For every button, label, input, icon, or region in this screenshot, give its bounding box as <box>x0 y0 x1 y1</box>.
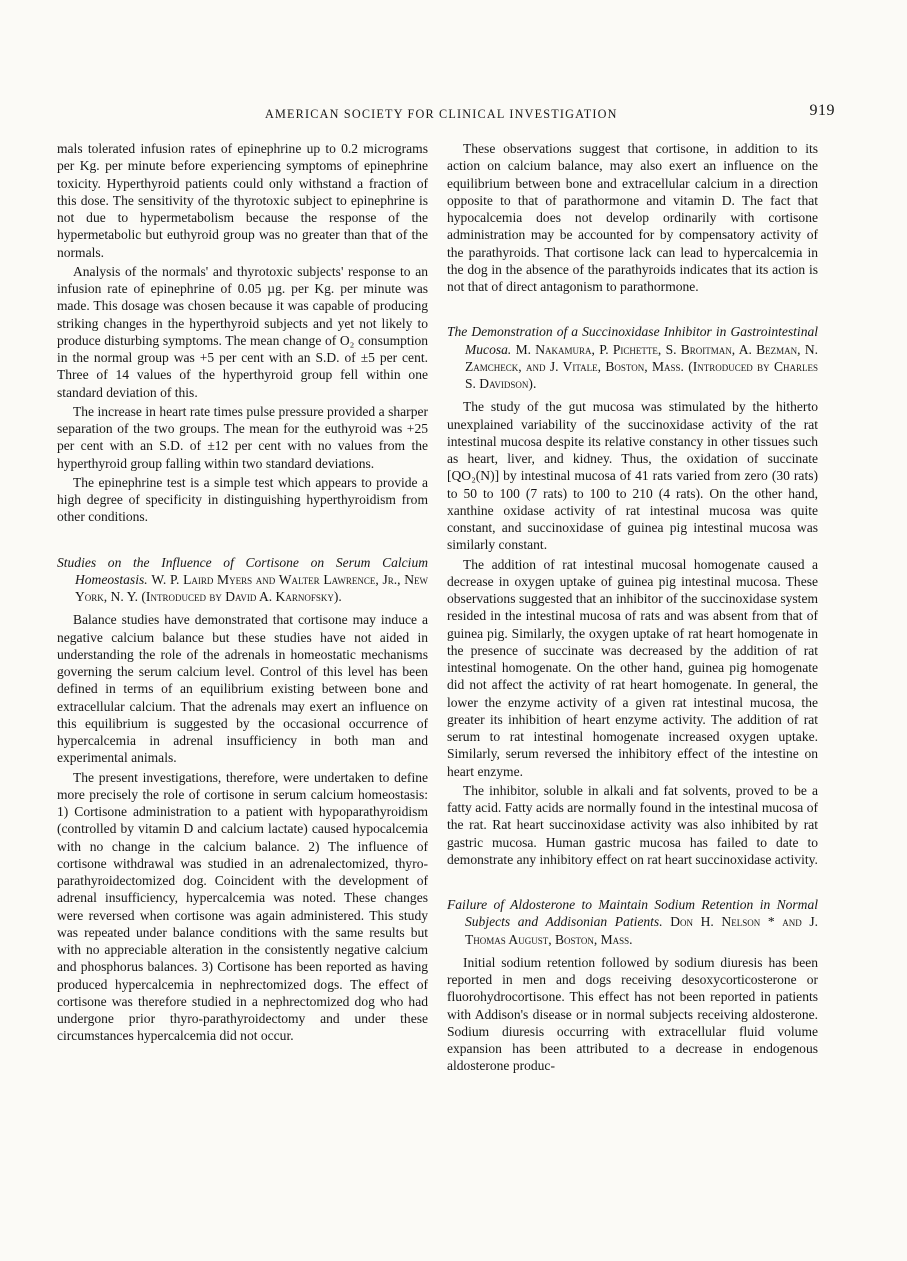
paragraph: Balance studies have demonstrated that cortisone may induce a negative calcium balance but these studies have not aided in understanding the role of the adrenals in homeostatic mechanisms governing the serum calcium level. Control of this level has been defined in terms of an equilibrium existing between bone and extracellular calcium. That the adrenals may exert an influence on this equilibrium is suggested by the occasional occurrence of hypercalcemia in adrenal insufficiency in both man and experimental animals. <box>57 612 428 766</box>
abstract-authors: W. P. Laird Myers and Walter Lawrence, Jr., New York, N. Y. (Introduced by David A. Karnofsky). <box>75 571 428 604</box>
abstract-heading <box>447 323 818 392</box>
running-title: AMERICAN SOCIETY FOR CLINICAL INVESTIGATION <box>265 107 618 121</box>
paragraph: The epinephrine test is a simple test which appears to provide a high degree of specificity in distinguishing hyperthyroidism from other conditions. <box>57 474 428 525</box>
paragraph: The inhibitor, soluble in alkali and fat solvents, proved to be a fatty acid. Fatty acids are normally found in the intestinal mucosa of the rat. Rat heart succinoxidase activity was also inhibited by rat gastric mucosa. Human gastric mucosa has failed to date to demonstrate any inhibitory effect on rat heart succinoxidase activity. <box>447 782 818 867</box>
paragraph: The addition of rat intestinal mucosal homogenate caused a decrease in oxygen uptake of guinea pig intestinal mucosa. These observations suggested that an inhibitor of the succinoxidase system resided in the intestinal mucosa of rats and was absent from that of guinea pig. Similarly, the oxygen uptake of rat heart homogenate in the presence of succinate was decreased by the addition of rat intestinal homogenate. On the other hand, guinea pig homogenate did not affect the activity of rat heart homogenate. In general, the lower the enzyme activity of a given rat intestinal mucosa, the greater its inhibition of heart enzyme activity. The addition of rat serum to rat intestinal homogenate increased oxygen uptake. Similarly, serum reversed the inhibitory effect of the intestine on heart enzyme. <box>447 556 818 779</box>
abstract-authors: Don H. Nelson * and J. Thomas August, Boston, Mass. <box>465 914 818 947</box>
abstract-heading <box>447 896 818 948</box>
page-number: 919 <box>809 102 835 119</box>
right-column <box>447 140 818 1077</box>
abstract-authors: M. Nakamura, P. Pichette, S. Broitman, A. Bezman, N. Zamcheck, and J. Vitale, Boston, Mass. (Introduced by Charles S. Davidson). <box>465 341 818 391</box>
paragraph: The present investigations, therefore, were undertaken to define more precisely the role of cortisone in serum calcium homeostasis: 1) Cortisone administration to a patient with hypoparathyroidism (controlled by vitamin D and calcium lactate) caused hypocalcemia with no change in the calcium balance. 2) The influence of cortisone withdrawal was studied in an adrenalectomized, thyro-parathyroidectomized dog. Coincident with the development of adrenal insufficiency, hypercalcemia was noted. These changes were reversed when cortisone was again administered. This study was repeated under balance conditions with the same results but with no appreciable alteration in the consistently negative calcium and phosphorus balances. 3) Cortisone has been reported as having produced hypercalcemia in nephrectomized dogs. The effect of cortisone was therefore studied in a nephrectomized dog who had undergone prior thyro-parathyroidectomy and under these circumstances hypercalcemia did not occur. <box>57 769 428 1044</box>
paragraph: These observations suggest that cortisone, in addition to its action on calcium balance, may also exert an influence on the equilibrium between bone and extracellular calcium in a direction opposite to that of parathormone and vitamin D. The fact that hypocalcemia does not develop ordinarily with cortisone administration may be accounted for by compensatory activity of the parathyroids. That cortisone lack can lead to hypercalcemia in the dog in the absence of the parathyroids indicates that its action is not that of direct antagonism to parathormone. <box>447 141 818 294</box>
abstract-title: Failure of Aldosterone to Maintain Sodium Retention in Normal Subjects and Addisonian Patients. <box>447 897 818 930</box>
abstract-title: The Demonstration of a Succinoxidase Inhibitor in Gastrointestinal Mucosa. <box>447 324 818 357</box>
paragraph: The increase in heart rate times pulse pressure provided a sharper separation of the two groups. The mean for the euthyroid was +25 per cent with an S.D. of ±12 per cent with no values from the hyperthyroid group falling within two standard deviations. <box>57 403 428 471</box>
paragraph: The study of the gut mucosa was stimulated by the hitherto unexplained variability of the succinoxidase activity of the rat intestinal mucosa despite its relative constancy in other tissues such as heart, liver, and kidney. Thus, the oxidation of succinate [QO₂(N)] by intestinal mucosa of 41 rats varied from zero (30 rats) to 50 to 100 (7 rats) to 100 to 210 (4 rats). On the other hand, xanthine oxidase activity of rat intestinal mucosa was quite constant, and succinoxidase of guinea pig intestinal mucosa was similarly constant. <box>447 399 818 553</box>
paragraph: Analysis of the normals' and thyrotoxic subjects' response to an infusion rate of epinephrine of 0.05 µg. per Kg. per minute was made. This dosage was chosen because it was capable of producing striking changes in the hyperthyroid subjects and yet not likely to produce disturbing symptoms. The mean change of O₂ consumption in the normal group was +5 per cent with an S.D. of ±5 per cent. Three of 14 values of the hyperthyroid group fell within one standard deviation of this. <box>57 263 428 400</box>
abstract-heading <box>57 554 428 606</box>
page-header <box>60 104 835 126</box>
paragraph: mals tolerated infusion rates of epinephrine up to 0.2 micrograms per Kg. per minute before experiencing symptoms of epinephrine toxicity. Hyperthyroid patients could only withstand a fraction of this dose. The sensitivity of the thyrotoxic subject to epinephrine is not due to hypermetabolism because the response of the hypermetabolic but euthyroid group was no greater than that of the normals. <box>57 141 428 260</box>
left-column <box>57 140 428 1047</box>
paragraph: Initial sodium retention followed by sodium diuresis has been reported in men and dogs receiving desoxycorticosterone or fluorohydrocortisone. This effect has not been reported in patients with Addison's disease or in normal subjects receiving aldosterone. Sodium diuresis occurring with extracellular fluid volume expansion has been attributed to a decrease in endogenous aldosterone produc- <box>447 954 818 1074</box>
abstract-title: Studies on the Influence of Cortisone on Serum Calcium Homeostasis. <box>57 554 428 587</box>
